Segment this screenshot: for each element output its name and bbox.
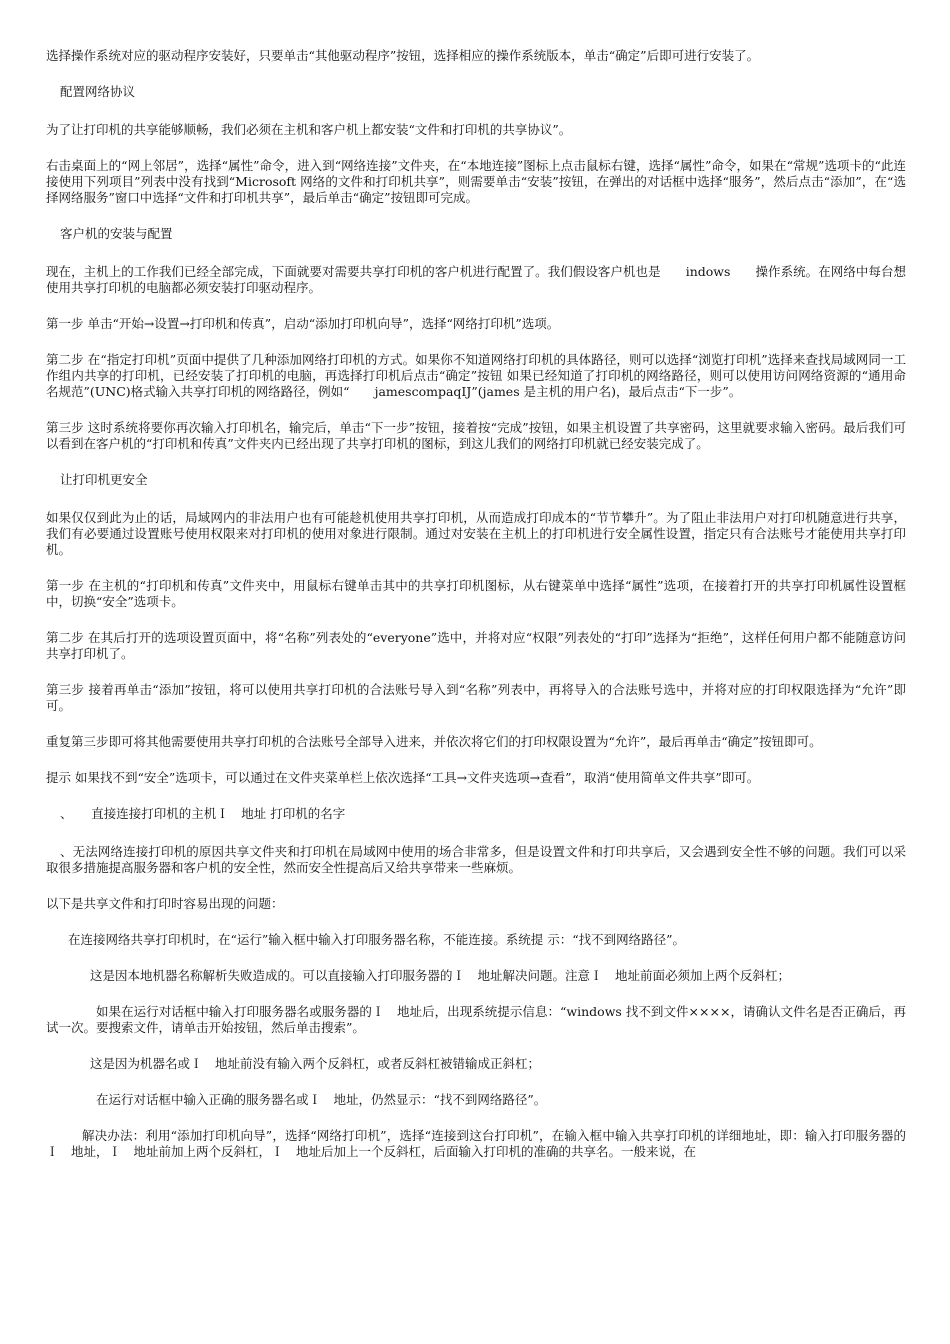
paragraph-cannot-connect: 、无法网络连接打印机的原因共享文件夹和打印机在局域网中使用的场合非常多，但是设置文件和打印共享后，又会遇到安全性不够的问题。我们可以采取很多措施提高服务器和客户机的安全性，然而安全性提高后又给共享带来一些麻烦。 <box>46 844 906 875</box>
paragraph-client-intro: 现在，主机上的工作我们已经全部完成，下面就要对需要共享打印机的客户机进行配置了。我们假设客户机也是 indows 操作系统。在网络中每台想使用共享打印机的电脑都必须安装打印驱动程序。 <box>46 264 906 295</box>
paragraph-client-step-1: 第一步 单击“开始→设置→打印机和传真”，启动“添加打印机向导”，选择“网络打印机”选项。 <box>46 316 560 331</box>
paragraph-driver-install: 选择操作系统对应的驱动程序安装好，只要单击“其他驱动程序”按钮，选择相应的操作系统版本，单击“确定”后即可进行安装了。 <box>46 48 760 63</box>
paragraph-network-neighborhood: 右击桌面上的“网上邻居”，选择“属性”命令，进入到“网络连接”文件夹，在“本地连接”图标上点击鼠标右键，选择“属性”命令，如果在“常规”选项卡的“此连接使用下列项目”列表中没有找到“Microsoft 网络的文件和打印机共享”，则需要单击“安装”按钮，在弹出的对话框中选择“服务”，然后点击“添加”，在“选择网络服务”窗口中选择“文件和打印机共享”，最后单击“确定”按钮即可完成。 <box>46 158 906 205</box>
document-body <box>46 48 906 1180</box>
paragraph-problem-2-cause: 这是因为机器名或Ｉ 地址前没有输入两个反斜杠，或者反斜杠被错输成正斜杠； <box>90 1056 541 1071</box>
paragraph-tip: 提示 如果找不到“安全”选项卡，可以通过在文件夹菜单栏上依次选择“工具→文件夹选项→查看”，取消“使用简单文件共享”即可。 <box>46 770 760 785</box>
paragraph-solution: 解决办法：利用“添加打印机向导”，选择“网络打印机”，选择“连接到这台打印机”，在输入框中输入共享打印机的详细地址，即：输入打印服务器的Ｉ 地址，Ｉ 地址前加上两个反斜杠，Ｉ 地址后加上一个反斜杠，后面输入打印机的准确的共享名。一般来说，在 <box>46 1128 906 1159</box>
paragraph-client-step-2: 第二步 在“指定打印机”页面中提供了几种添加网络打印机的方式。如果你不知道网络打印机的具体路径，则可以选择“浏览打印机”选择来查找局域网同一工作组内共享的打印机，已经安装了打印机的电脑，再选择打印机后点击“确定”按钮 如果已经知道了打印机的网络路径，则可以使用访问网络资源的“通用命名规范”(UNC)格式输入共享打印机的网络路径，例如“ jamescompaqIJ”(james 是主机的用户名)，最后点击“下一步”。 <box>46 352 906 399</box>
paragraph-client-step-3: 第三步 这时系统将要你再次输入打印机名，输完后，单击“下一步”按钮，接着按“完成”按钮，如果主机设置了共享密码，这里就要求输入密码。最后我们可以看到在客户机的“打印机和传真”文件夹内已经出现了共享打印机的图标，到这儿我们的网络打印机就已经安装完成了。 <box>46 420 906 451</box>
paragraph-security-step-2: 第二步 在其后打开的选项设置页面中，将“名称”列表处的“everyone”选中，并将对应“权限”列表处的“打印”选择为“拒绝”，这样任何用户都不能随意访问共享打印机了。 <box>46 630 906 661</box>
heading-direct-connection: 、 直接连接打印机的主机Ｉ 地址 打印机的名字 <box>60 806 346 821</box>
paragraph-problem-2: 如果在运行对话框中输入打印服务器名或服务器的Ｉ 地址后，出现系统提示信息：“windows 找不到文件××××，请确认文件名是否正确后，再试一次。要搜索文件，请单击开始按钮，然后单击搜索”。 <box>46 1004 906 1035</box>
paragraph-problem-1: 在连接网络共享打印机时，在“运行”输入框中输入打印服务器名称，不能连接。系统提 示：“找不到网络路径”。 <box>68 932 686 947</box>
heading-configure-network-protocol: 配置网络协议 <box>60 84 136 99</box>
heading-client-setup: 客户机的安装与配置 <box>60 226 173 241</box>
heading-printer-security: 让打印机更安全 <box>60 472 148 487</box>
paragraph-sharing-protocol: 为了让打印机的共享能够顺畅，我们必须在主机和客户机上都安装“文件和打印机的共享协议”。 <box>46 122 572 137</box>
paragraph-problem-3: 在运行对话框中输入正确的服务器名或Ｉ 地址，仍然显示：“找不到网络路径”。 <box>96 1092 547 1107</box>
paragraph-security-step-3: 第三步 接着再单击“添加”按钮，将可以使用共享打印机的合法账号导入到“名称”列表中，再将导入的合法账号选中，并将对应的打印权限选择为“允许”即可。 <box>46 682 906 713</box>
paragraph-security-intro: 如果仅仅到此为止的话，局域网内的非法用户也有可能趁机使用共享打印机，从而造成打印成本的“节节攀升”。为了阻止非法用户对打印机随意进行共享，我们有必要通过设置账号使用权限来对打印机的使用对象进行限制。通过对安装在主机上的打印机进行安全属性设置，指定只有合法账号才能使用共享打印机。 <box>46 510 906 557</box>
paragraph-problem-1-cause: 这是因本地机器名称解析失败造成的。可以直接输入打印服务器的Ｉ 地址解决问题。注意Ｉ 地址前面必须加上两个反斜杠； <box>90 968 791 983</box>
paragraph-repeat-step-3: 重复第三步即可将其他需要使用共享打印机的合法账号全部导入进来，并依次将它们的打印权限设置为“允许”，最后再单击“确定”按钮即可。 <box>46 734 822 749</box>
paragraph-common-problems: 以下是共享文件和打印时容易出现的问题： <box>46 896 284 911</box>
paragraph-security-step-1: 第一步 在主机的“打印机和传真”文件夹中，用鼠标右键单击其中的共享打印机图标，从右键菜单中选择“属性”选项，在接着打开的共享打印机属性设置框中，切换“安全”选项卡。 <box>46 578 906 609</box>
